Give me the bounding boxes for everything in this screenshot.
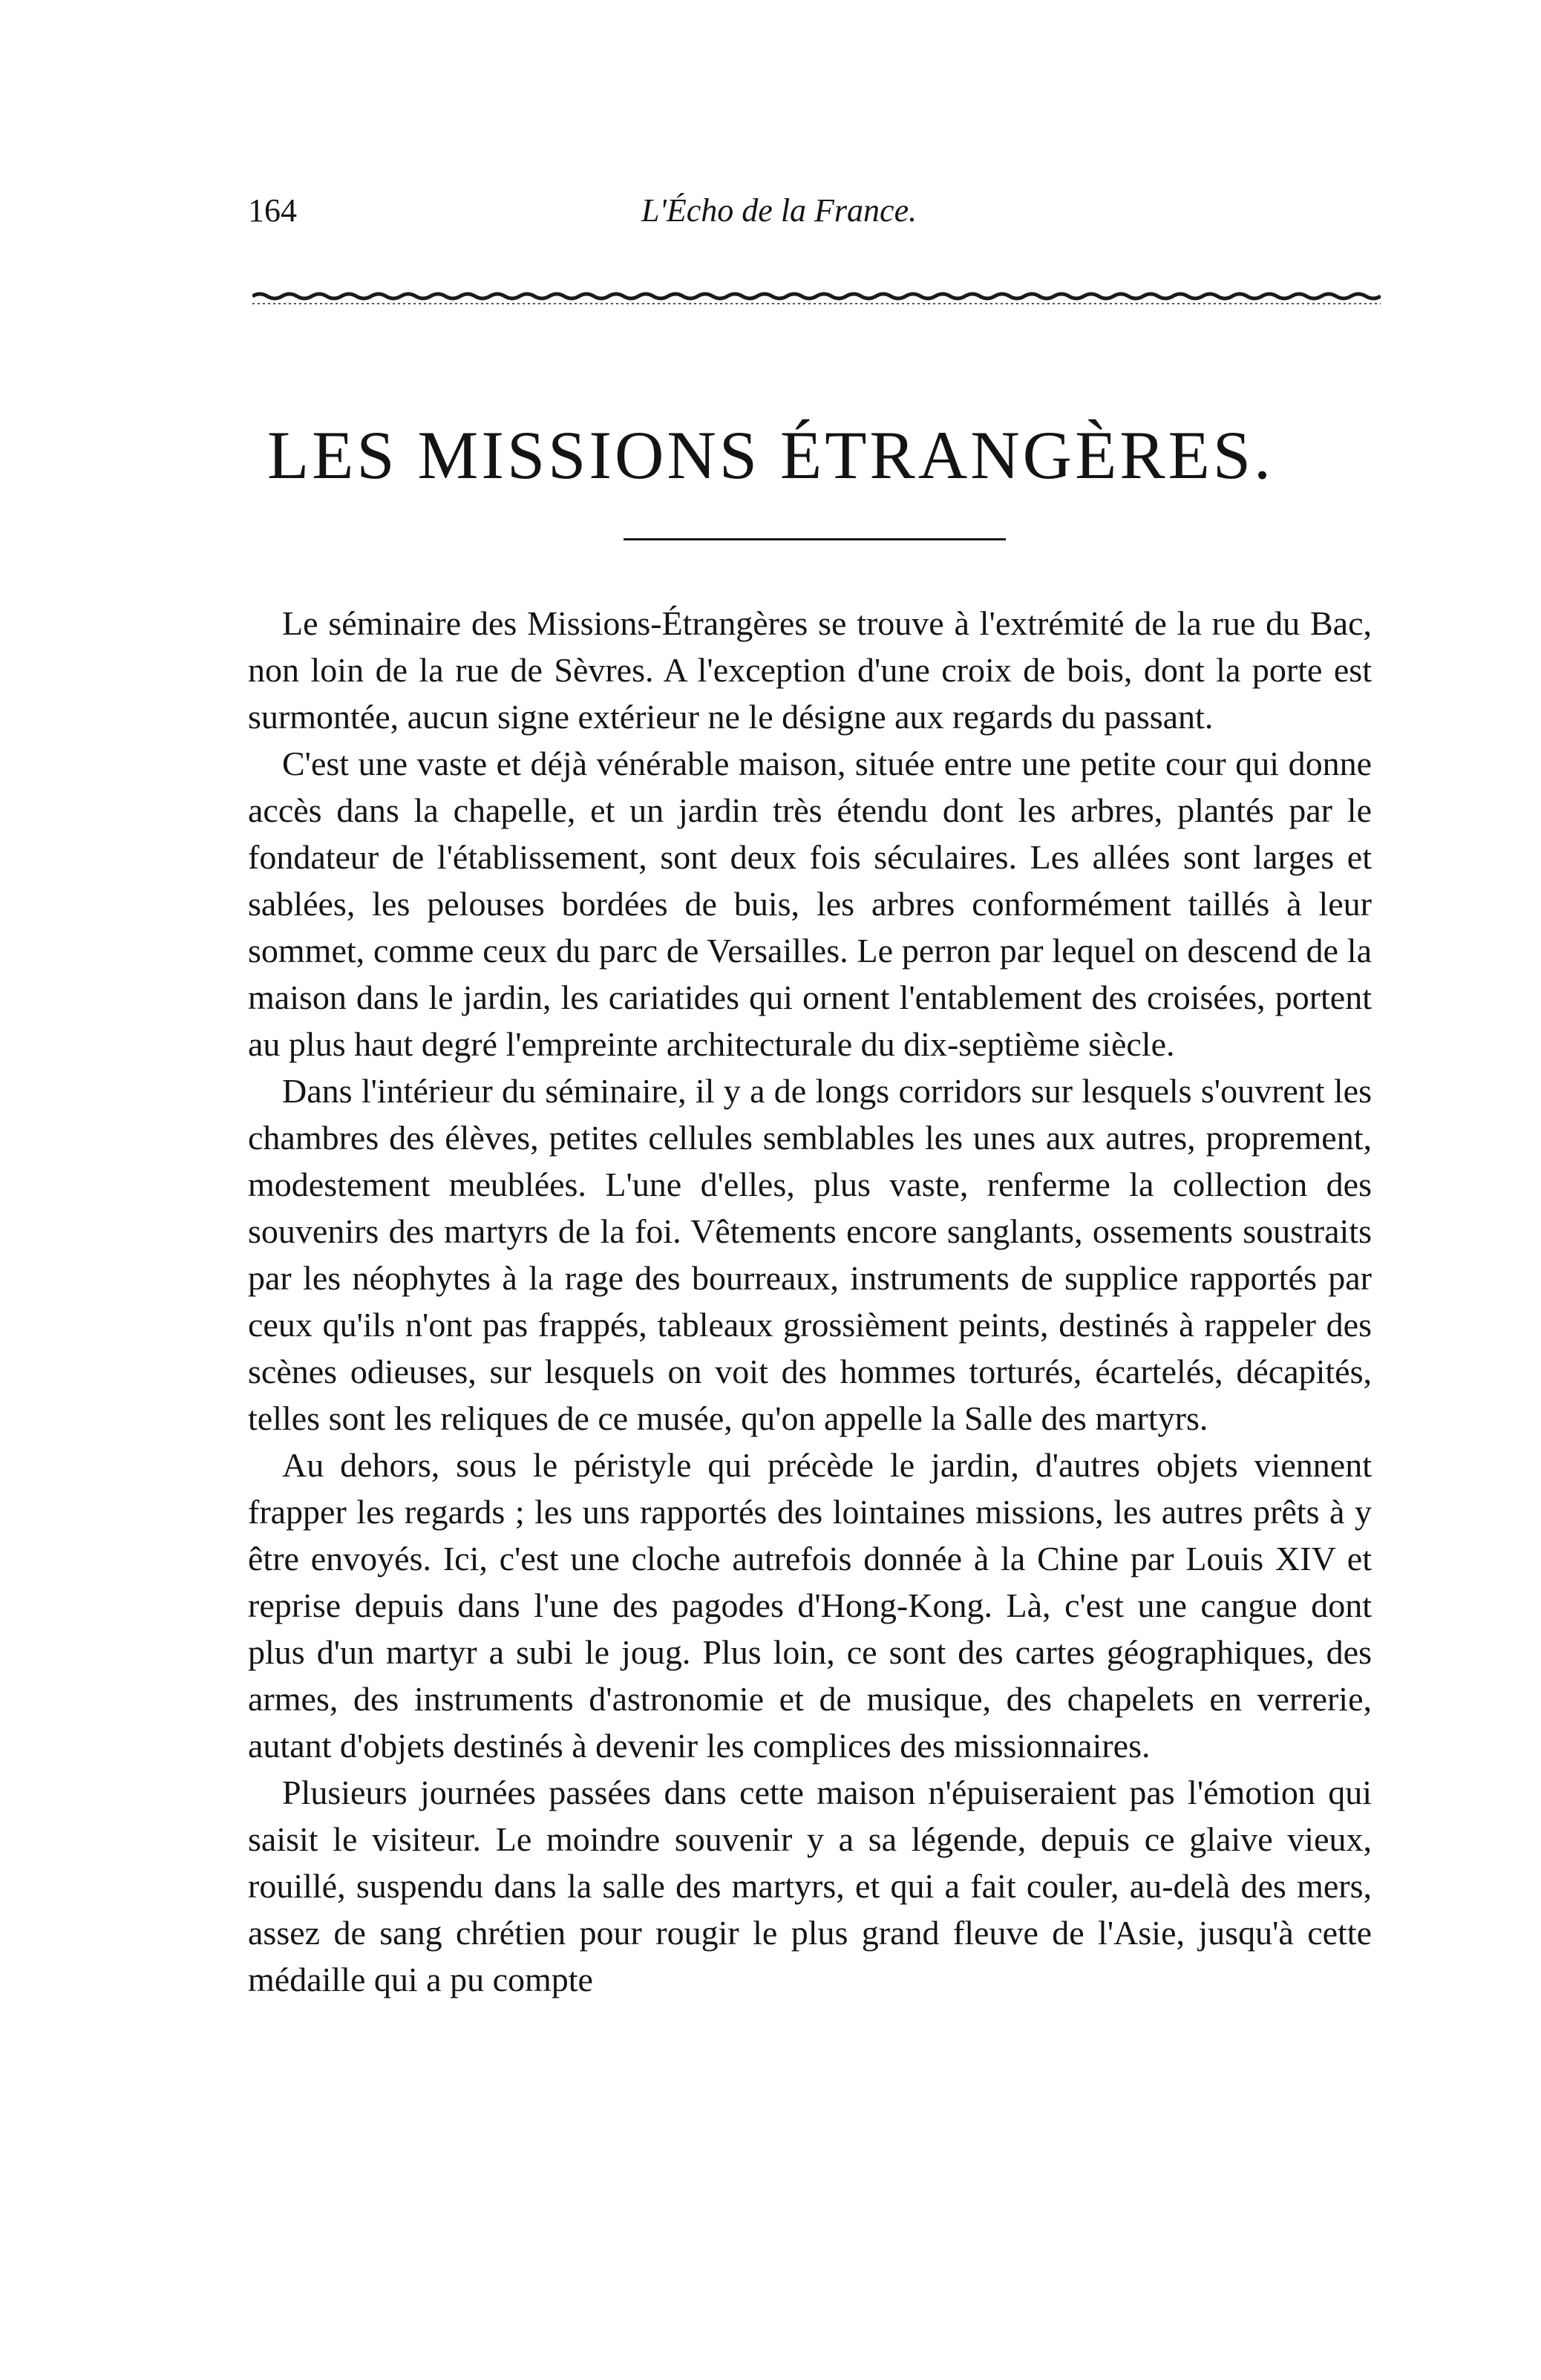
ornamental-rule bbox=[252, 290, 1381, 307]
article-body bbox=[248, 600, 1372, 2003]
paragraph-4: Au dehors, sous le péristyle qui précède le jardin, d'autres objets viennent frapper les regards ; les uns rapportés des lointaines missions, les autres prêts à y être envoyés. Ici, c'est une cloche autrefois donnée à la Chine par Louis XIV et reprise depuis dans l'une des pagodes d'Hong-Kong. Là, c'est une cangue dont plus d'un martyr a subi le joug. Plus loin, ce sont des cartes géographiques, des armes, des instruments d'astronomie et de musique, des chapelets en verrerie, autant d'objets destinés à devenir les complices des missionnaires. bbox=[248, 1446, 1372, 1765]
paragraph-5: Plusieurs journées passées dans cette maison n'épuiseraient pas l'émotion qui saisit le visiteur. Le moindre souvenir y a sa légende, depuis ce glaive vieux, rouillé, suspendu dans la salle des martyrs, et qui a fait couler, au-delà des mers, assez de sang chrétien pour rougir le plus grand fleuve de l'Asie, jusqu'à cette médaille qui a pu compte bbox=[248, 1773, 1372, 1998]
paragraph-3: Dans l'intérieur du séminaire, il y a de longs corridors sur lesquels s'ouvrent les chambres des élèves, petites cellules semblables les unes aux autres, proprement, modestement meublées. L'une d'elles, plus vaste, renferme la collection des souvenirs des martyrs de la foi. Vêtements encore sanglants, ossements soustraits par les néophytes à la rage des bourreaux, instruments de supplice rapportés par ceux qu'ils n'ont pas frappés, tableaux grossièment peints, destinés à rappeler des scènes odieuses, sur lesquels on voit des hommes torturés, écartelés, décapités, telles sont les reliques de ce musée, qu'on appelle la Salle des martyrs. bbox=[248, 1072, 1372, 1437]
paragraph-1: Le séminaire des Missions-Étrangères se trouve à l'extrémité de la rue du Bac, non loin de la rue de Sèvres. A l'exception d'une croix de bois, dont la porte est surmontée, aucun signe extérieur ne le désigne aux regards du passant. bbox=[248, 604, 1372, 736]
running-head bbox=[248, 192, 1361, 243]
page-number: 164 bbox=[248, 192, 297, 229]
paragraph-2: C'est une vaste et déjà vénérable maison, située entre une petite cour qui donne accès dans la chapelle, et un jardin très étendu dont les arbres, plantés par le fondateur de l'établissement, sont deux fois séculaires. Les allées sont larges et sablées, les pelouses bordées de buis, les arbres conformément taillés à leur sommet, comme ceux du parc de Versailles. Le perron par lequel on descend de la maison dans le jardin, les cariatides qui ornent l'entablement des croisées, portent au plus haut degré l'empreinte architecturale du dix-septième siècle. bbox=[248, 745, 1372, 1063]
article-title: LES MISSIONS ÉTRANGÈRES. bbox=[266, 417, 1274, 493]
journal-title: L'Écho de la France. bbox=[641, 192, 917, 229]
title-underline bbox=[624, 538, 1006, 540]
